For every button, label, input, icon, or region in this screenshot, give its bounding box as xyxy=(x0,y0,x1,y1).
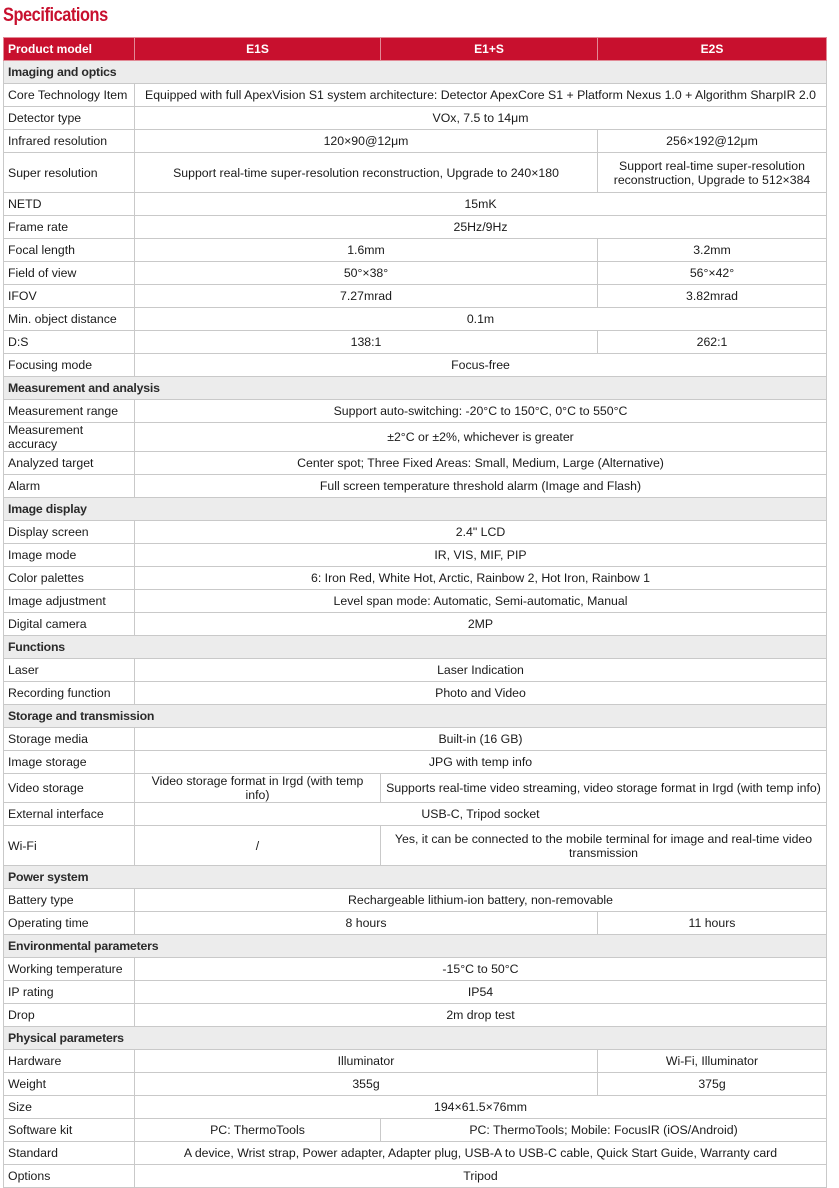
table-cell: 11 hours xyxy=(598,912,827,935)
table-row xyxy=(4,590,827,613)
row-label: Weight xyxy=(4,1073,135,1096)
row-label: Recording function xyxy=(4,682,135,705)
table-cell: IR, VIS, MIF, PIP xyxy=(135,544,827,567)
table-cell: 355g xyxy=(135,1073,598,1096)
table-cell: IP54 xyxy=(135,981,827,1004)
table-cell: ±2°C or ±2%, whichever is greater xyxy=(135,423,827,452)
table-cell: 25Hz/9Hz xyxy=(135,216,827,239)
section-heading: Imaging and optics xyxy=(4,61,827,84)
section-heading: Physical parameters xyxy=(4,1027,827,1050)
table-cell: 7.27mrad xyxy=(135,285,598,308)
row-label: Detector type xyxy=(4,107,135,130)
table-row xyxy=(4,285,827,308)
row-label: Analyzed target xyxy=(4,452,135,475)
table-cell: 3.2mm xyxy=(598,239,827,262)
table-row xyxy=(4,613,827,636)
table-row xyxy=(4,682,827,705)
table-row xyxy=(4,521,827,544)
section-row xyxy=(4,61,827,84)
table-row xyxy=(4,1004,827,1027)
row-label: Image mode xyxy=(4,544,135,567)
row-label: IFOV xyxy=(4,285,135,308)
table-row xyxy=(4,1050,827,1073)
row-label: Measurement accuracy xyxy=(4,423,135,452)
row-label: NETD xyxy=(4,193,135,216)
table-cell: VOx, 7.5 to 14μm xyxy=(135,107,827,130)
table-header-row xyxy=(4,38,827,61)
row-label: Measurement range xyxy=(4,400,135,423)
section-heading: Measurement and analysis xyxy=(4,377,827,400)
table-cell: 194×61.5×76mm xyxy=(135,1096,827,1119)
row-label: Field of view xyxy=(4,262,135,285)
table-cell: Laser Indication xyxy=(135,659,827,682)
table-cell: 2MP xyxy=(135,613,827,636)
table-cell: USB-C, Tripod socket xyxy=(135,803,827,826)
section-row xyxy=(4,866,827,889)
table-cell: Wi-Fi, Illuminator xyxy=(598,1050,827,1073)
row-label: Super resolution xyxy=(4,153,135,193)
table-cell: Center spot; Three Fixed Areas: Small, Medium, Large (Alternative) xyxy=(135,452,827,475)
row-label: Software kit xyxy=(4,1119,135,1142)
row-label: Infrared resolution xyxy=(4,130,135,153)
table-cell: Level span mode: Automatic, Semi-automatic, Manual xyxy=(135,590,827,613)
table-row xyxy=(4,331,827,354)
table-cell: 15mK xyxy=(135,193,827,216)
section-heading: Environmental parameters xyxy=(4,935,827,958)
table-row xyxy=(4,354,827,377)
row-label: Drop xyxy=(4,1004,135,1027)
table-cell: 2.4" LCD xyxy=(135,521,827,544)
row-label: Size xyxy=(4,1096,135,1119)
table-cell: 50°×38° xyxy=(135,262,598,285)
table-row xyxy=(4,826,827,866)
section-row xyxy=(4,935,827,958)
table-row xyxy=(4,475,827,498)
table-row xyxy=(4,1096,827,1119)
table-row xyxy=(4,84,827,107)
row-label: IP rating xyxy=(4,981,135,1004)
section-row xyxy=(4,1027,827,1050)
table-row xyxy=(4,193,827,216)
table-cell: 1.6mm xyxy=(135,239,598,262)
section-row xyxy=(4,377,827,400)
row-label: Image storage xyxy=(4,751,135,774)
table-cell: 2m drop test xyxy=(135,1004,827,1027)
table-cell: Video storage format in Irgd (with temp info) xyxy=(135,774,381,803)
table-cell: 6: Iron Red, White Hot, Arctic, Rainbow 2, Hot Iron, Rainbow 1 xyxy=(135,567,827,590)
table-row xyxy=(4,889,827,912)
section-row xyxy=(4,705,827,728)
row-label: Digital camera xyxy=(4,613,135,636)
row-label: Image adjustment xyxy=(4,590,135,613)
table-cell: Full screen temperature threshold alarm (Image and Flash) xyxy=(135,475,827,498)
table-cell: 56°×42° xyxy=(598,262,827,285)
row-label: Battery type xyxy=(4,889,135,912)
table-cell: Supports real-time video streaming, video storage format in Irgd (with temp info) xyxy=(381,774,827,803)
table-cell: 0.1m xyxy=(135,308,827,331)
table-cell: Focus-free xyxy=(135,354,827,377)
row-label: Options xyxy=(4,1165,135,1188)
header-product-model: Product model xyxy=(4,38,135,61)
row-label: Laser xyxy=(4,659,135,682)
section-row xyxy=(4,498,827,521)
table-row xyxy=(4,567,827,590)
table-row xyxy=(4,423,827,452)
table-cell: Tripod xyxy=(135,1165,827,1188)
table-cell: -15°C to 50°C xyxy=(135,958,827,981)
table-cell: 375g xyxy=(598,1073,827,1096)
table-row xyxy=(4,728,827,751)
table-cell: / xyxy=(135,826,381,866)
table-row xyxy=(4,1119,827,1142)
table-row xyxy=(4,1073,827,1096)
row-label: Hardware xyxy=(4,1050,135,1073)
row-label: Wi-Fi xyxy=(4,826,135,866)
row-label: Working temperature xyxy=(4,958,135,981)
row-label: Focusing mode xyxy=(4,354,135,377)
table-cell: Built-in (16 GB) xyxy=(135,728,827,751)
section-heading: Functions xyxy=(4,636,827,659)
table-row xyxy=(4,262,827,285)
spec-table xyxy=(3,37,827,1188)
table-cell: Rechargeable lithium-ion battery, non-removable xyxy=(135,889,827,912)
table-cell: 120×90@12μm xyxy=(135,130,598,153)
table-row xyxy=(4,659,827,682)
table-cell: Support auto-switching: -20°C to 150°C, 0°C to 550°C xyxy=(135,400,827,423)
row-label: Storage media xyxy=(4,728,135,751)
row-label: External interface xyxy=(4,803,135,826)
section-heading: Image display xyxy=(4,498,827,521)
table-cell: Yes, it can be connected to the mobile terminal for image and real-time video transmission xyxy=(381,826,827,866)
table-cell: 138:1 xyxy=(135,331,598,354)
table-row xyxy=(4,751,827,774)
row-label: Focal length xyxy=(4,239,135,262)
table-cell: PC: ThermoTools; Mobile: FocusIR (iOS/Android) xyxy=(381,1119,827,1142)
table-row xyxy=(4,239,827,262)
table-row xyxy=(4,153,827,193)
table-cell: 262:1 xyxy=(598,331,827,354)
table-row xyxy=(4,1165,827,1188)
table-cell: PC: ThermoTools xyxy=(135,1119,381,1142)
table-cell: 3.82mrad xyxy=(598,285,827,308)
page-title: Specifications xyxy=(3,5,108,26)
table-row xyxy=(4,981,827,1004)
table-row xyxy=(4,803,827,826)
table-row xyxy=(4,400,827,423)
table-cell: Equipped with full ApexVision S1 system architecture: Detector ApexCore S1 + Platform Nexus 1.0 + Algorithm SharpIR 2.0 xyxy=(135,84,827,107)
row-label: Color palettes xyxy=(4,567,135,590)
table-row xyxy=(4,308,827,331)
spec-table-body xyxy=(4,61,827,1188)
table-row xyxy=(4,216,827,239)
header-e1plus-s: E1+S xyxy=(381,38,598,61)
header-e1s: E1S xyxy=(135,38,381,61)
header-e2s: E2S xyxy=(598,38,827,61)
table-row xyxy=(4,544,827,567)
table-row xyxy=(4,912,827,935)
table-cell: Support real-time super-resolution reconstruction, Upgrade to 512×384 xyxy=(598,153,827,193)
table-row xyxy=(4,452,827,475)
table-cell: Support real-time super-resolution reconstruction, Upgrade to 240×180 xyxy=(135,153,598,193)
table-row xyxy=(4,774,827,803)
row-label: D:S xyxy=(4,331,135,354)
section-heading: Storage and transmission xyxy=(4,705,827,728)
row-label: Min. object distance xyxy=(4,308,135,331)
row-label: Alarm xyxy=(4,475,135,498)
table-cell: JPG with temp info xyxy=(135,751,827,774)
table-row xyxy=(4,958,827,981)
table-cell: 8 hours xyxy=(135,912,598,935)
row-label: Operating time xyxy=(4,912,135,935)
table-row xyxy=(4,1142,827,1165)
table-cell: Illuminator xyxy=(135,1050,598,1073)
row-label: Standard xyxy=(4,1142,135,1165)
table-cell: 256×192@12μm xyxy=(598,130,827,153)
row-label: Video storage xyxy=(4,774,135,803)
table-row xyxy=(4,107,827,130)
row-label: Display screen xyxy=(4,521,135,544)
section-heading: Power system xyxy=(4,866,827,889)
section-row xyxy=(4,636,827,659)
row-label: Frame rate xyxy=(4,216,135,239)
table-row xyxy=(4,130,827,153)
table-cell: A device, Wrist strap, Power adapter, Adapter plug, USB-A to USB-C cable, Quick Start Guide, Warranty card xyxy=(135,1142,827,1165)
row-label: Core Technology Item xyxy=(4,84,135,107)
table-cell: Photo and Video xyxy=(135,682,827,705)
